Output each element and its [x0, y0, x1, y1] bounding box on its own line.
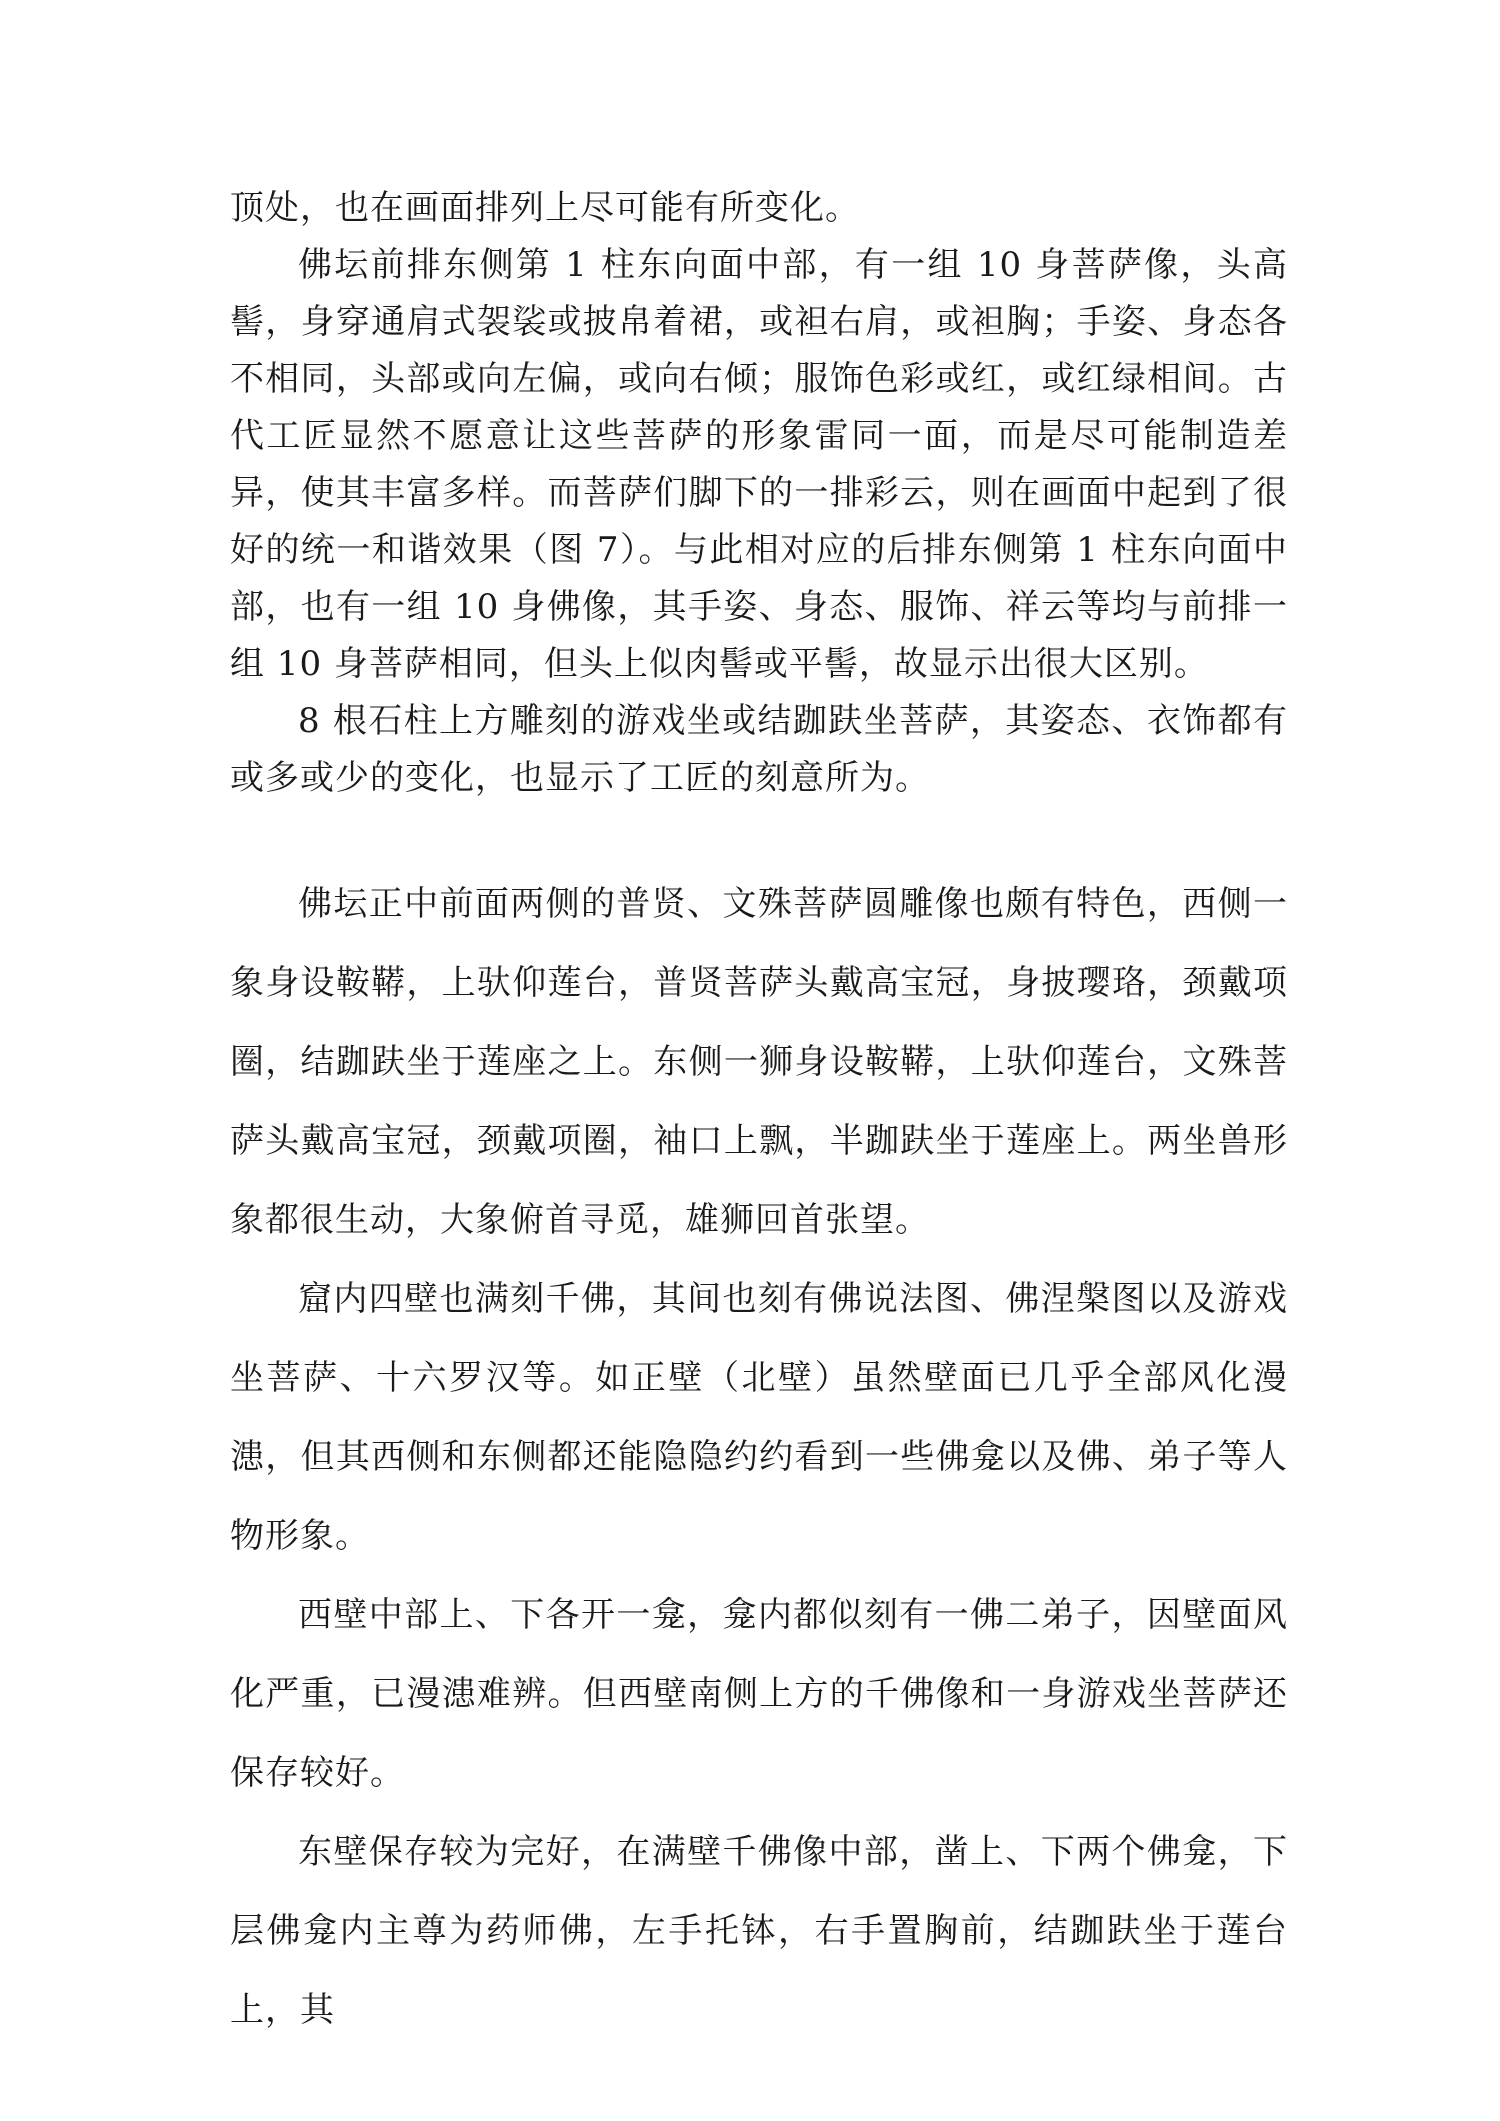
paragraph-2: 佛坛前排东侧第 1 柱东向面中部，有一组 10 身菩萨像，头高髻，身穿通肩式袈裟或披帛着裙，或袒右肩，或袒胸；手姿、身态各不相同，头部或向左偏，或向右倾；服饰色彩或红，或红绿相间。古代工匠显然不愿意让这些菩萨的形象雷同一面，而是尽可能制造差异，使其丰富多样。而菩萨们脚下的一排彩云，则在画面中起到了很好的统一和谐效果（图 7）。与此相对应的后排东侧第 1 柱东向面中部，也有一组 10 身佛像，其手姿、身态、服饰、祥云等均与前排一组 10 身菩萨相同，但头上似肉髻或平髻，故显示出很大区别。	[230, 245, 1288, 684]
paragraph-6: 西壁中部上、下各开一龛，龛内都似刻有一佛二弟子，因壁面风化严重，已漫漶难辨。但西壁南侧上方的千佛像和一身游戏坐菩萨还保存较好。	[230, 1595, 1288, 1793]
document-page	[230, 180, 1288, 2050]
paragraph-7: 东壁保存较为完好，在满壁千佛像中部，凿上、下两个佛龛，下层佛龛内主尊为药师佛，左手托钵，右手置胸前，结跏趺坐于莲台上，其	[230, 1832, 1288, 2030]
paragraph-1: 顶处，也在画面排列上尽可能有所变化。	[230, 188, 860, 228]
paragraph-4: 佛坛正中前面两侧的普贤、文殊菩萨圆雕像也颇有特色，西侧一象身设鞍鞯，上驮仰莲台，普贤菩萨头戴高宝冠，身披璎珞，颈戴项圈，结跏趺坐于莲座之上。东侧一狮身设鞍鞯，上驮仰莲台，文殊菩萨头戴高宝冠，颈戴项圈，袖口上飘，半跏趺坐于莲座上。两坐兽形象都很生动，大象俯首寻觅，雄狮回首张望。	[230, 884, 1288, 1240]
paragraph-5: 窟内四壁也满刻千佛，其间也刻有佛说法图、佛涅槃图以及游戏坐菩萨、十六罗汉等。如正壁（北壁）虽然壁面已几乎全部风化漫漶，但其西侧和东侧都还能隐隐约约看到一些佛龛以及佛、弟子等人物形象。	[230, 1279, 1288, 1556]
paragraph-3: 8 根石柱上方雕刻的游戏坐或结跏趺坐菩萨，其姿态、衣饰都有或多或少的变化，也显示了工匠的刻意所为。	[230, 701, 1288, 798]
